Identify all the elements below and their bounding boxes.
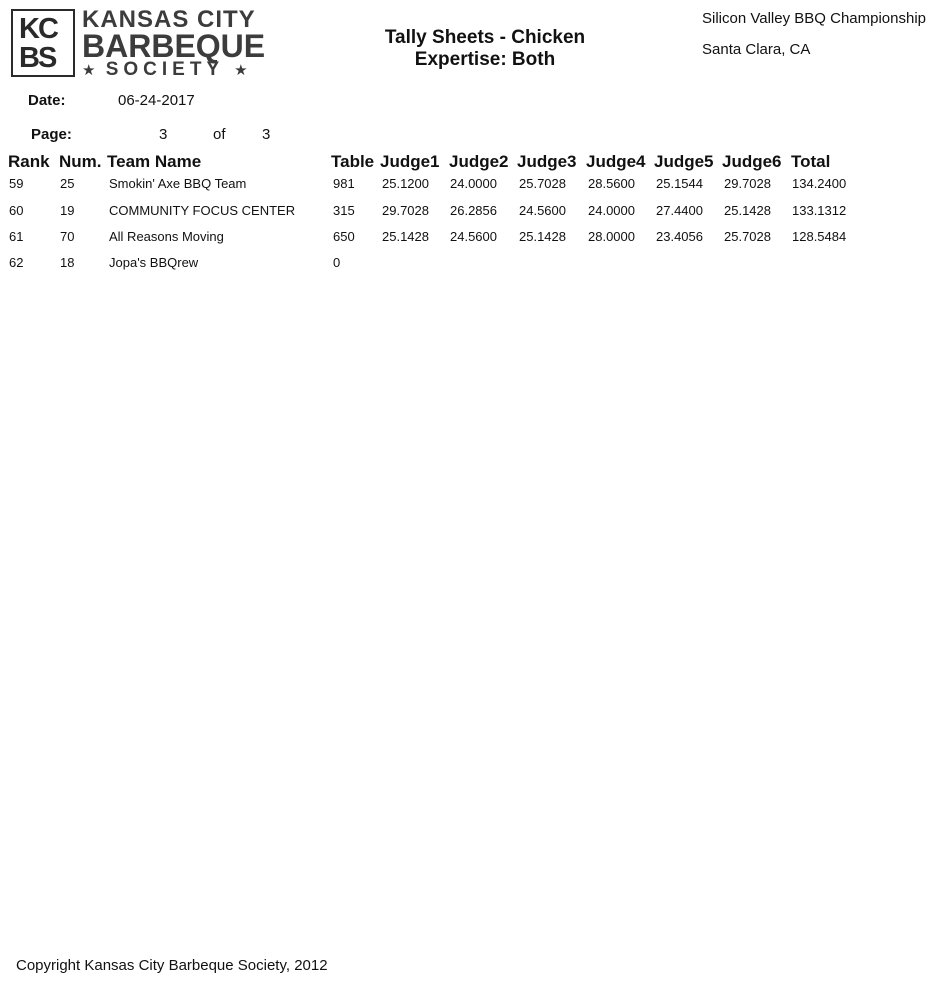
page-label: Page: <box>31 126 72 143</box>
logo-line-3-wrap <box>82 60 265 81</box>
cell-rank: 60 <box>9 203 24 218</box>
page-of: of <box>213 126 226 143</box>
logo-mark-bottom: BS <box>19 42 56 74</box>
cell-total: 128.5484 <box>792 229 847 244</box>
col-judge6: Judge6 <box>722 152 782 171</box>
cell-team-name: Smokin' Axe BBQ Team <box>109 176 247 191</box>
cell-judge6: 25.1428 <box>724 203 771 218</box>
cell-judge3: 25.1428 <box>519 229 566 244</box>
logo-mark-top: KC <box>19 13 57 45</box>
cell-team-name: All Reasons Moving <box>109 229 224 244</box>
cell-judge5: 23.4056 <box>656 229 703 244</box>
cell-judge5: 27.4400 <box>656 203 703 218</box>
cell-judge6: 29.7028 <box>724 176 771 191</box>
report-subtitle: Expertise: Both <box>414 49 556 70</box>
event-location: Santa Clara, CA <box>702 41 811 58</box>
cell-table: 650 <box>333 229 355 244</box>
star-icon: ★ <box>234 62 248 79</box>
cell-judge3: 25.7028 <box>519 176 566 191</box>
cell-rank: 61 <box>9 229 24 244</box>
copyright-footer: Copyright Kansas City Barbeque Society, 2012 <box>16 957 328 974</box>
cell-num: 19 <box>60 203 75 218</box>
cell-judge4: 28.5600 <box>588 176 635 191</box>
col-judge2: Judge2 <box>449 152 509 171</box>
cell-team-name: COMMUNITY FOCUS CENTER <box>109 203 296 218</box>
cell-judge5: 25.1544 <box>656 176 703 191</box>
kcbs-logo-mark <box>11 9 75 77</box>
cell-judge2: 24.5600 <box>450 229 497 244</box>
report-title: Tally Sheets - Chicken <box>384 27 586 48</box>
page-total: 3 <box>262 126 271 143</box>
col-judge1: Judge1 <box>380 152 440 171</box>
logo-line-1: KANSAS CITY <box>82 6 256 33</box>
cell-judge6: 25.7028 <box>724 229 771 244</box>
cell-judge4: 28.0000 <box>588 229 635 244</box>
col-rank: Rank <box>8 152 50 171</box>
col-team-name: Team Name <box>107 152 202 171</box>
cell-num: 25 <box>60 176 75 191</box>
cell-judge4: 24.0000 <box>588 203 635 218</box>
star-icon: ★ <box>82 62 96 79</box>
cell-rank: 59 <box>9 176 24 191</box>
cell-judge2: 24.0000 <box>450 176 497 191</box>
cell-judge3: 24.5600 <box>519 203 566 218</box>
page-current: 3 <box>159 126 168 143</box>
logo-wordmark <box>82 8 265 81</box>
cell-total: 134.2400 <box>792 176 847 191</box>
col-judge4: Judge4 <box>586 152 646 171</box>
cell-total: 133.1312 <box>792 203 847 218</box>
logo-line-3: SOCIETY <box>105 59 224 80</box>
event-name: Silicon Valley BBQ Championship <box>702 10 926 27</box>
cell-table: 315 <box>333 203 355 218</box>
cell-team-name: Jopa's BBQrew <box>109 255 199 270</box>
logo-line-2: BARBEQUE <box>82 28 266 64</box>
col-total: Total <box>791 152 831 171</box>
cell-judge1: 25.1200 <box>382 176 429 191</box>
date-value: 06-24-2017 <box>118 92 195 109</box>
cell-rank: 62 <box>9 255 24 270</box>
col-num: Num. <box>59 152 102 171</box>
cell-num: 70 <box>60 229 75 244</box>
cell-judge1: 29.7028 <box>382 203 429 218</box>
cell-num: 18 <box>60 255 75 270</box>
col-judge5: Judge5 <box>654 152 714 171</box>
cell-table: 981 <box>333 176 355 191</box>
col-judge3: Judge3 <box>517 152 577 171</box>
cell-judge1: 25.1428 <box>382 229 429 244</box>
date-label: Date: <box>28 92 66 109</box>
col-table: Table <box>331 152 375 171</box>
cell-table: 0 <box>333 255 341 270</box>
cell-judge2: 26.2856 <box>450 203 497 218</box>
kcbs-logo <box>11 6 273 80</box>
